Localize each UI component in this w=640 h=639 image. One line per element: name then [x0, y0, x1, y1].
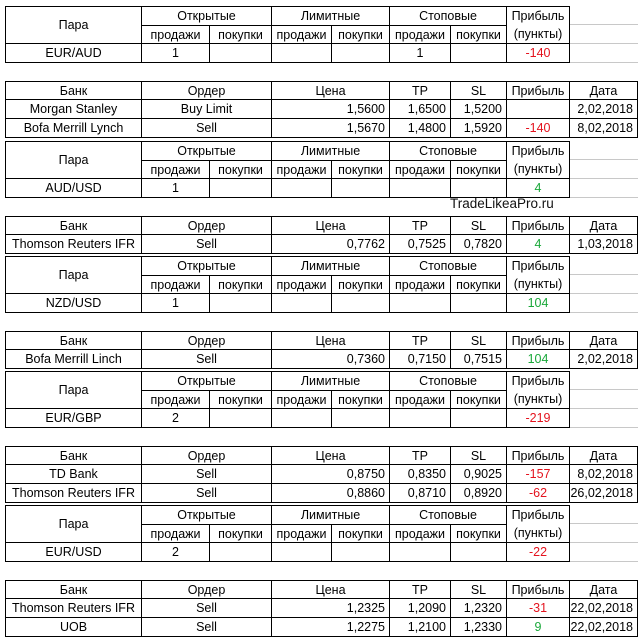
stop-header-cell[interactable]: Стоповые: [390, 141, 507, 160]
order-sl[interactable]: 0,7820: [451, 235, 507, 254]
orders-header-tp[interactable]: TP: [390, 81, 451, 100]
summary-values-row: [0, 409, 640, 428]
orders-header-bank[interactable]: Банк: [5, 580, 142, 599]
summary-profit[interactable]: -22: [507, 543, 570, 562]
blank-cell[interactable]: [570, 390, 638, 409]
orders-header-order[interactable]: Ордер: [142, 216, 272, 235]
count-cell[interactable]: [272, 543, 332, 562]
profit-header-cell[interactable]: Прибыль: [507, 505, 570, 524]
order-date[interactable]: 2,02,2018: [570, 350, 638, 369]
orders-header-price[interactable]: Цена: [272, 81, 390, 100]
count-cell[interactable]: [332, 179, 390, 198]
order-price[interactable]: 1,2275: [272, 618, 390, 637]
order-tp[interactable]: 0,8350: [390, 465, 451, 484]
pair-name[interactable]: EUR/USD: [5, 543, 142, 562]
orders-header-tp[interactable]: TP: [390, 216, 451, 235]
orders-header-sl[interactable]: SL: [451, 81, 507, 100]
subheader-sells[interactable]: продажи: [142, 275, 210, 294]
blank-cell[interactable]: [570, 44, 638, 63]
subheader-sells[interactable]: продажи: [142, 524, 210, 543]
orders-header-sl[interactable]: SL: [451, 580, 507, 599]
order-sl[interactable]: 1,5920: [451, 119, 507, 138]
order-bank[interactable]: Thomson Reuters IFR: [5, 235, 142, 254]
pair-header-spacer[interactable]: [5, 390, 142, 409]
order-profit[interactable]: 9: [507, 618, 570, 637]
subheader-sells[interactable]: продажи: [272, 25, 332, 44]
subheader-buys[interactable]: покупки: [332, 275, 390, 294]
subheader-sells[interactable]: продажи: [390, 25, 451, 44]
blank-cell[interactable]: [570, 160, 638, 179]
summary-subheader-row: [0, 160, 640, 179]
subheader-sells[interactable]: продажи: [272, 390, 332, 409]
count-cell[interactable]: 2: [142, 543, 210, 562]
profit-points-label[interactable]: (пункты): [507, 25, 570, 44]
subheader-buys[interactable]: покупки: [451, 390, 507, 409]
pair-name[interactable]: AUD/USD: [5, 179, 142, 198]
subheader-sells[interactable]: продажи: [142, 390, 210, 409]
subheader-buys[interactable]: покупки: [451, 25, 507, 44]
order-date[interactable]: 22,02,2018: [570, 599, 638, 618]
order-price[interactable]: 1,5670: [272, 119, 390, 138]
pair-label[interactable]: Пара: [58, 383, 89, 397]
order-tp[interactable]: 1,2100: [390, 618, 451, 637]
stop-header-cell[interactable]: Стоповые: [390, 371, 507, 390]
subheader-sells[interactable]: продажи: [272, 275, 332, 294]
order-sl[interactable]: 0,9025: [451, 465, 507, 484]
order-profit[interactable]: -140: [507, 119, 570, 138]
order-profit[interactable]: 4: [507, 235, 570, 254]
count-cell[interactable]: [451, 409, 507, 428]
open-header-cell[interactable]: Открытые: [142, 256, 272, 275]
order-bank[interactable]: TD Bank: [5, 465, 142, 484]
summary-subheader-row: [0, 390, 640, 409]
count-cell[interactable]: 1: [142, 179, 210, 198]
order-sl[interactable]: 1,2330: [451, 618, 507, 637]
orders-header-order[interactable]: Ордер: [142, 81, 272, 100]
summary-header-row: [0, 371, 640, 397]
order-price[interactable]: 0,8750: [272, 465, 390, 484]
order-date[interactable]: 2,02,2018: [570, 100, 638, 119]
stop-header-cell[interactable]: Стоповые: [390, 505, 507, 524]
orders-header-profit[interactable]: Прибыль: [507, 81, 570, 100]
order-bank[interactable]: Morgan Stanley: [5, 100, 142, 119]
order-tp[interactable]: 1,4800: [390, 119, 451, 138]
order-type[interactable]: Sell: [142, 235, 272, 254]
summary-subheader-row: [0, 25, 640, 44]
subheader-buys[interactable]: покупки: [332, 25, 390, 44]
subheader-sells[interactable]: продажи: [272, 160, 332, 179]
orders-header-bank[interactable]: Банк: [5, 81, 142, 100]
order-type[interactable]: Sell: [142, 465, 272, 484]
profit-header-cell[interactable]: Прибыль: [507, 371, 570, 390]
order-tp[interactable]: 0,7150: [390, 350, 451, 369]
subheader-buys[interactable]: покупки: [332, 160, 390, 179]
summary-profit[interactable]: -219: [507, 409, 570, 428]
orders-header-sl[interactable]: SL: [451, 331, 507, 350]
blank-cell[interactable]: [570, 524, 638, 543]
order-sl[interactable]: 0,7515: [451, 350, 507, 369]
limit-header-cell[interactable]: Лимитные: [272, 6, 390, 25]
order-type[interactable]: Buy Limit: [142, 100, 272, 119]
orders-header-sl[interactable]: SL: [451, 216, 507, 235]
count-cell[interactable]: [451, 543, 507, 562]
order-profit[interactable]: [507, 100, 570, 119]
subheader-buys[interactable]: покупки: [332, 524, 390, 543]
orders-header-sl[interactable]: SL: [451, 446, 507, 465]
pair-header-spacer[interactable]: [5, 160, 142, 179]
orders-header-row: [0, 331, 640, 350]
orders-header-order[interactable]: Ордер: [142, 446, 272, 465]
count-cell[interactable]: [451, 44, 507, 63]
order-profit[interactable]: -31: [507, 599, 570, 618]
order-type[interactable]: Sell: [142, 618, 272, 637]
order-bank[interactable]: Thomson Reuters IFR: [5, 484, 142, 503]
count-cell[interactable]: 1: [142, 294, 210, 313]
count-cell[interactable]: [210, 294, 272, 313]
orders-header-row: [0, 446, 640, 465]
order-row: [0, 235, 640, 254]
subheader-sells[interactable]: продажи: [390, 390, 451, 409]
subheader-sells[interactable]: продажи: [272, 524, 332, 543]
profit-points-label[interactable]: (пункты): [507, 160, 570, 179]
order-price[interactable]: 0,7762: [272, 235, 390, 254]
count-cell[interactable]: [390, 543, 451, 562]
subheader-sells[interactable]: продажи: [390, 524, 451, 543]
count-cell[interactable]: [272, 44, 332, 63]
order-date[interactable]: 8,02,2018: [570, 119, 638, 138]
order-row: [0, 350, 640, 369]
order-sl[interactable]: 1,5200: [451, 100, 507, 119]
order-type[interactable]: Sell: [142, 599, 272, 618]
pair-label[interactable]: Пара: [58, 268, 89, 282]
pair-label[interactable]: Пара: [58, 153, 89, 167]
orders-header-bank[interactable]: Банк: [5, 216, 142, 235]
count-cell[interactable]: 1: [142, 44, 210, 63]
pair-label[interactable]: Пара: [58, 18, 89, 32]
order-date[interactable]: 26,02,2018: [570, 484, 638, 503]
orders-header-row: [0, 580, 640, 599]
count-cell[interactable]: [332, 409, 390, 428]
order-sl[interactable]: 0,8920: [451, 484, 507, 503]
order-type[interactable]: Sell: [142, 350, 272, 369]
limit-header-cell[interactable]: Лимитные: [272, 256, 390, 275]
count-cell[interactable]: 1: [390, 44, 451, 63]
count-cell[interactable]: [272, 409, 332, 428]
orders-header-date[interactable]: Дата: [570, 580, 638, 599]
blank-cell[interactable]: [570, 25, 638, 44]
orders-header-profit[interactable]: Прибыль: [507, 580, 570, 599]
orders-header-price[interactable]: Цена: [272, 446, 390, 465]
watermark-text: TradeLikeaPro.ru: [450, 196, 554, 211]
pair-name[interactable]: EUR/AUD: [5, 44, 142, 63]
order-type[interactable]: Sell: [142, 119, 272, 138]
count-cell[interactable]: [272, 179, 332, 198]
count-cell[interactable]: [210, 409, 272, 428]
profit-header-cell[interactable]: Прибыль: [507, 141, 570, 160]
summary-values-row: [0, 44, 640, 63]
order-profit[interactable]: -157: [507, 465, 570, 484]
orders-header-date[interactable]: Дата: [570, 331, 638, 350]
subheader-buys[interactable]: покупки: [210, 524, 272, 543]
blank-cell[interactable]: [570, 505, 638, 524]
count-cell[interactable]: [390, 294, 451, 313]
orders-header-tp[interactable]: TP: [390, 331, 451, 350]
order-price[interactable]: 0,7360: [272, 350, 390, 369]
subheader-buys[interactable]: покупки: [332, 390, 390, 409]
limit-header-cell[interactable]: Лимитные: [272, 371, 390, 390]
open-header-cell[interactable]: Открытые: [142, 505, 272, 524]
order-tp[interactable]: 0,7525: [390, 235, 451, 254]
order-tp[interactable]: 1,6500: [390, 100, 451, 119]
profit-header-cell[interactable]: Прибыль: [507, 256, 570, 275]
order-bank[interactable]: Bofa Merrill Lynch: [5, 119, 142, 138]
orders-header-row: [0, 81, 640, 100]
order-row: [0, 484, 640, 503]
order-date[interactable]: 8,02,2018: [570, 465, 638, 484]
order-row: [0, 465, 640, 484]
summary-profit[interactable]: -140: [507, 44, 570, 63]
orders-header-bank[interactable]: Банк: [5, 446, 142, 465]
pair-label[interactable]: Пара: [58, 517, 89, 531]
orders-header-date[interactable]: Дата: [570, 216, 638, 235]
pair-name[interactable]: NZD/USD: [5, 294, 142, 313]
profit-points-label[interactable]: (пункты): [507, 275, 570, 294]
subheader-buys[interactable]: покупки: [210, 275, 272, 294]
limit-header-cell[interactable]: Лимитные: [272, 141, 390, 160]
pair-name[interactable]: EUR/GBP: [5, 409, 142, 428]
summary-header-row: [0, 256, 640, 282]
orders-header-tp[interactable]: TP: [390, 580, 451, 599]
count-cell[interactable]: [210, 543, 272, 562]
orders-header-bank[interactable]: Банк: [5, 331, 142, 350]
order-row: [0, 119, 640, 138]
order-tp[interactable]: 0,8710: [390, 484, 451, 503]
subheader-sells[interactable]: продажи: [142, 25, 210, 44]
count-cell[interactable]: [451, 294, 507, 313]
subheader-buys[interactable]: покупки: [210, 160, 272, 179]
order-price[interactable]: 1,2325: [272, 599, 390, 618]
orders-header-order[interactable]: Ордер: [142, 331, 272, 350]
count-cell[interactable]: [332, 294, 390, 313]
open-header-cell[interactable]: Открытые: [142, 6, 272, 25]
order-type[interactable]: Sell: [142, 484, 272, 503]
summary-header-row: [0, 505, 640, 531]
open-header-cell[interactable]: Открытые: [142, 371, 272, 390]
subheader-buys[interactable]: покупки: [451, 160, 507, 179]
count-cell[interactable]: [272, 294, 332, 313]
count-cell[interactable]: [390, 179, 451, 198]
order-profit[interactable]: -62: [507, 484, 570, 503]
orders-header-price[interactable]: Цена: [272, 580, 390, 599]
open-header-cell[interactable]: Открытые: [142, 141, 272, 160]
pair-header-spacer[interactable]: [5, 524, 142, 543]
blank-cell[interactable]: [570, 371, 638, 390]
subheader-buys[interactable]: покупки: [451, 275, 507, 294]
blank-cell[interactable]: [570, 179, 638, 198]
order-price[interactable]: 0,8860: [272, 484, 390, 503]
summary-values-row: [0, 294, 640, 313]
order-date[interactable]: 1,03,2018: [570, 235, 638, 254]
subheader-buys[interactable]: покупки: [210, 25, 272, 44]
limit-header-cell[interactable]: Лимитные: [272, 505, 390, 524]
count-cell[interactable]: 2: [142, 409, 210, 428]
orders-header-profit[interactable]: Прибыль: [507, 216, 570, 235]
orders-header-tp[interactable]: TP: [390, 446, 451, 465]
profit-header-cell[interactable]: Прибыль: [507, 6, 570, 25]
order-row: [0, 100, 640, 119]
summary-profit[interactable]: 4: [507, 179, 570, 198]
subheader-buys[interactable]: покупки: [451, 524, 507, 543]
subheader-sells[interactable]: продажи: [390, 275, 451, 294]
order-row: [0, 599, 640, 618]
summary-header-row: [0, 141, 640, 167]
orders-header-price[interactable]: Цена: [272, 216, 390, 235]
orders-header-profit[interactable]: Прибыль: [507, 331, 570, 350]
order-price[interactable]: 1,5600: [272, 100, 390, 119]
count-cell[interactable]: [390, 409, 451, 428]
summary-header-row: [0, 6, 640, 32]
blank-cell[interactable]: [570, 256, 638, 275]
blank-cell[interactable]: [570, 275, 638, 294]
order-bank[interactable]: Thomson Reuters IFR: [5, 599, 142, 618]
summary-subheader-row: [0, 275, 640, 294]
order-sl[interactable]: 1,2320: [451, 599, 507, 618]
summary-values-row: [0, 543, 640, 562]
blank-cell[interactable]: [570, 6, 638, 25]
orders-header-date[interactable]: Дата: [570, 81, 638, 100]
subheader-buys[interactable]: покупки: [210, 390, 272, 409]
stop-header-cell[interactable]: Стоповые: [390, 6, 507, 25]
orders-header-row: [0, 216, 640, 235]
count-cell[interactable]: [332, 543, 390, 562]
blank-cell[interactable]: [570, 294, 638, 313]
count-cell[interactable]: [332, 44, 390, 63]
order-date[interactable]: 22,02,2018: [570, 618, 638, 637]
orders-header-price[interactable]: Цена: [272, 331, 390, 350]
count-cell[interactable]: [210, 44, 272, 63]
summary-subheader-row: [0, 524, 640, 543]
orders-header-order[interactable]: Ордер: [142, 580, 272, 599]
pair-header-spacer[interactable]: [5, 25, 142, 44]
pair-header-spacer[interactable]: [5, 275, 142, 294]
blank-cell[interactable]: [570, 141, 638, 160]
subheader-sells[interactable]: продажи: [142, 160, 210, 179]
profit-points-label[interactable]: (пункты): [507, 524, 570, 543]
order-bank[interactable]: UOB: [5, 618, 142, 637]
stop-header-cell[interactable]: Стоповые: [390, 256, 507, 275]
blank-cell[interactable]: [570, 543, 638, 562]
blank-cell[interactable]: [570, 409, 638, 428]
summary-profit[interactable]: 104: [507, 294, 570, 313]
orders-header-date[interactable]: Дата: [570, 446, 638, 465]
order-tp[interactable]: 1,2090: [390, 599, 451, 618]
orders-header-profit[interactable]: Прибыль: [507, 446, 570, 465]
order-profit[interactable]: 104: [507, 350, 570, 369]
order-bank[interactable]: Bofa Merrill Linch: [5, 350, 142, 369]
subheader-sells[interactable]: продажи: [390, 160, 451, 179]
profit-points-label[interactable]: (пункты): [507, 390, 570, 409]
order-row: [0, 618, 640, 637]
count-cell[interactable]: [210, 179, 272, 198]
